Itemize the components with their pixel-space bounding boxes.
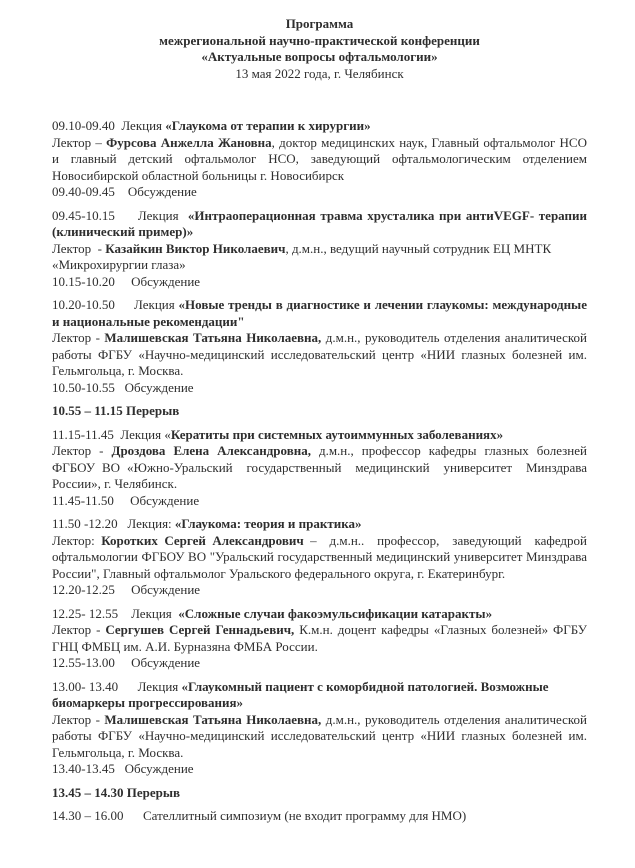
satellite-line bbox=[52, 808, 587, 825]
text-run: Кератиты при системных аутоиммунных заболеваниях» bbox=[170, 426, 504, 442]
lecture-title bbox=[52, 695, 587, 712]
lecture-title bbox=[52, 679, 587, 696]
text-run: 12.55-13.00 Обсуждение bbox=[52, 655, 201, 670]
text-run: «Глаукома: теория и практика» bbox=[174, 516, 362, 531]
text-run: 12.20-12.25 Обсуждение bbox=[52, 582, 201, 597]
break-heading bbox=[52, 403, 587, 420]
lecturer-info bbox=[52, 330, 591, 380]
text-run: Лектор - bbox=[52, 622, 106, 637]
lecturer-info bbox=[52, 711, 591, 762]
discussion-line bbox=[52, 761, 587, 778]
text-run: Лектор: bbox=[52, 532, 102, 548]
lecturer-info bbox=[52, 532, 591, 583]
lecture-title bbox=[52, 606, 587, 623]
text-run: 10.20-10.50 Лекция bbox=[52, 297, 179, 312]
discussion-line bbox=[52, 380, 587, 397]
lecture-block bbox=[52, 678, 591, 778]
note-block bbox=[52, 808, 587, 825]
lecturer-info bbox=[52, 443, 594, 493]
text-run: «Глаукомный пациент с коморбидной патологией. Возможные bbox=[181, 678, 549, 694]
text-run: Дроздова Елена Александровна, bbox=[111, 443, 311, 458]
text-run: 13.40-13.45 Обсуждение bbox=[52, 761, 194, 776]
text-run: 12.25- 12.55 Лекция bbox=[52, 605, 179, 621]
document-header bbox=[52, 16, 587, 82]
lecturer-info bbox=[52, 134, 591, 185]
conference-date-location: 13 мая 2022 года, г. Челябинск bbox=[235, 65, 404, 81]
text-run: Малишевская Татьяна Николаевна, bbox=[104, 711, 322, 727]
text-run: 09.45-10.15 Лекция bbox=[52, 207, 188, 223]
lecture-block bbox=[52, 118, 591, 201]
text-run: 14.30 – 16.00 Сателлитный симпозиум (не входит программу для НМО) bbox=[52, 808, 467, 823]
text-run: д.м.н., руководитель отделения аналитической работы ФГБУ «Научно-медицинский исследовательский центр «НИИ глазных болезней им. Гельмгольца, г. Москва. bbox=[52, 330, 591, 378]
text-run: биомаркеры прогрессирования» bbox=[52, 695, 244, 710]
lecturer-info bbox=[52, 241, 587, 274]
document-title: Программа bbox=[285, 16, 354, 31]
text-run: «Сложные случаи факоэмульсификации катаракты» bbox=[178, 605, 493, 621]
text-run: Фурсова Анжелла Жановна bbox=[106, 134, 272, 150]
text-run: Лектор - bbox=[52, 443, 112, 458]
text-run: Малишевская Татьяна Николаевна, bbox=[104, 330, 322, 345]
text-run: 10.50-10.55 Обсуждение bbox=[52, 379, 194, 395]
text-run: Лектор - bbox=[52, 711, 105, 727]
break-block bbox=[52, 403, 587, 420]
text-run: д.м.н., руководитель отделения аналитической работы ФГБУ «Научно-медицинский исследовательский центр «НИИ глазных болезней им. Гельмгольца, г. Москва. bbox=[52, 711, 591, 760]
text-run: Сергушев Сергей Геннадьевич, bbox=[105, 622, 295, 637]
lecture-block bbox=[52, 516, 591, 599]
text-run: 11.50 -12.20 Лекция: bbox=[52, 516, 175, 531]
text-run: К.м.н. доцент кафедры «Глазных болезней» ФГБУ ГНЦ ФМБЦ им. А.И. Бурназяна ФМБА России. bbox=[52, 622, 591, 654]
lecture-block bbox=[52, 605, 591, 672]
lecture-title bbox=[52, 516, 587, 533]
conference-name: «Актуальные вопросы офтальмологии» bbox=[201, 49, 438, 64]
lecture-block bbox=[52, 207, 591, 291]
discussion-line bbox=[52, 655, 587, 672]
text-run: 10.15-10.20 Обсуждение bbox=[52, 273, 201, 289]
text-run: д.м.н., профессор кафедры глазных болезней ФГБОУ ВО «Южно-Уральский государственный медицинский университет Минздрава России», г. Челябинск. bbox=[52, 443, 594, 491]
text-run: 09.40-09.45 Обсуждение bbox=[52, 184, 197, 199]
text-run: 11.15-11.45 Лекция « bbox=[52, 426, 171, 442]
text-run: 13.00- 13.40 Лекция bbox=[52, 678, 182, 694]
lecture-title bbox=[52, 207, 591, 241]
text-run: 11.45-11.50 Обсуждение bbox=[52, 492, 200, 508]
text-run: 13.45 – 14.30 Перерыв bbox=[52, 784, 181, 800]
text-run: Лектор – bbox=[52, 134, 107, 150]
conference-subtitle: межрегиональной научно-практической конференции bbox=[159, 32, 480, 48]
program-schedule bbox=[52, 118, 594, 825]
text-run: , д.м.н., ведущий научный сотрудник ЕЦ МНТК «Микрохирургии глаза» bbox=[52, 240, 555, 272]
text-run: Лектор - bbox=[52, 330, 105, 345]
text-run: Лектор - bbox=[52, 240, 106, 256]
discussion-line bbox=[52, 493, 587, 510]
break-heading bbox=[52, 785, 587, 802]
discussion-line bbox=[52, 184, 587, 201]
text-run: 09.10-09.40 Лекция bbox=[52, 118, 166, 133]
text-run: Коротких Сергей Александрович bbox=[101, 532, 304, 548]
text-run: , доктор медицинских наук, Главный офтальмолог НСО и главный детский офтальмолог НСО, заведующий офтальмологическим отделением Новосибирской областной больницы г. Новосибирск bbox=[52, 134, 591, 183]
discussion-line bbox=[52, 582, 587, 599]
lecturer-info bbox=[52, 622, 591, 655]
lecture-block bbox=[52, 297, 591, 396]
break-block bbox=[52, 785, 587, 802]
lecture-title bbox=[52, 118, 587, 135]
lecture-title bbox=[52, 297, 591, 330]
lecture-title bbox=[52, 427, 587, 444]
lecture-block bbox=[52, 426, 594, 510]
text-run: «Новые тренды в диагностике и лечении глаукомы: международные и национальные рекомендации" bbox=[52, 297, 591, 329]
text-run: – д.м.н.. профессор, заведующий кафедрой офтальмологии ФГБОУ ВО "Уральский государственный медицинский университет Минздрава России", Главный офтальмолог Уральского федерального округа, г. Екатеринбург. bbox=[52, 532, 591, 581]
text-run: 10.55 – 11.15 Перерыв bbox=[52, 403, 180, 418]
text-run: «Глаукома от терапии к хирургии» bbox=[165, 118, 371, 133]
text-run: Казайкин Виктор Николаевич bbox=[105, 240, 286, 256]
text-run: «Интраоперационная травма хрусталика при антиVEGF- терапии (клинический пример)» bbox=[52, 207, 591, 239]
discussion-line bbox=[52, 274, 587, 291]
